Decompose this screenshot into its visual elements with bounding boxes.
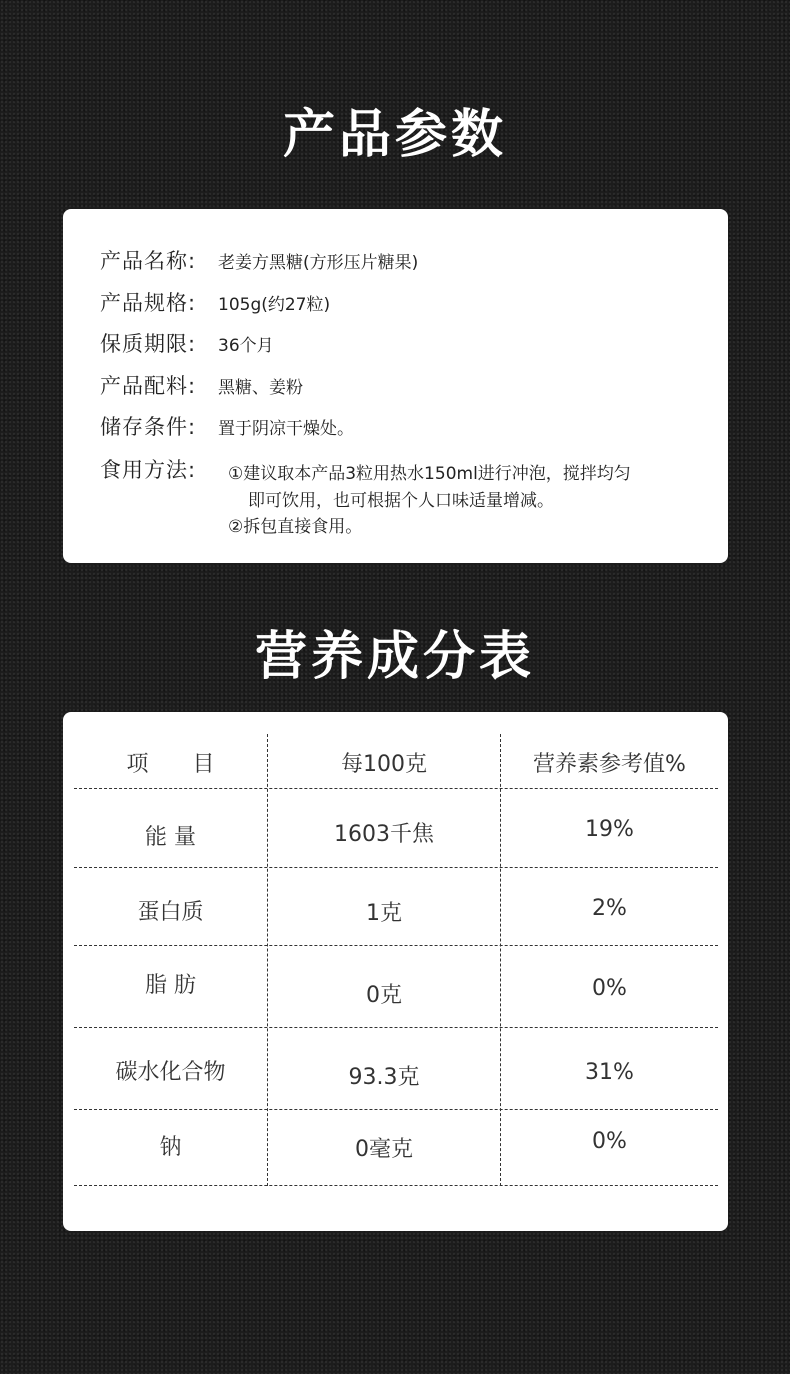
table-row-item: 碳水化合物 <box>115 1060 226 1085</box>
table-row-amount: 93.3克 <box>348 1065 420 1090</box>
usage-line-2: 即可饮用，也可根据个人口味适量增减。 <box>248 491 554 511</box>
table-row-nrv: 19% <box>585 817 634 842</box>
table-row-nrv: 2% <box>592 896 627 921</box>
param-label: 产品规格: <box>100 291 197 315</box>
table-row-item: 蛋白质 <box>137 900 204 925</box>
table-row-item: 脂 肪 <box>145 973 196 998</box>
params-section-title: 产品参数 <box>282 105 507 165</box>
param-row-spec <box>100 287 330 317</box>
header-item: 项 目 <box>126 752 215 777</box>
param-label: 储存条件: <box>100 415 197 439</box>
row-divider <box>74 1185 718 1186</box>
header-nrv: 营养素参考值% <box>533 752 686 777</box>
table-row-amount: 0克 <box>366 983 402 1008</box>
param-value: 36个月 <box>218 336 274 356</box>
param-row-name <box>100 245 418 275</box>
param-value: 老姜方黑糖(方形压片糖果) <box>218 253 419 273</box>
nutrition-facts-card <box>63 712 728 1231</box>
table-row-nrv: 31% <box>585 1060 634 1085</box>
table-row-nrv: 0% <box>592 1129 627 1154</box>
table-row-nrv: 0% <box>592 976 627 1001</box>
param-row-usage <box>100 454 218 484</box>
row-divider <box>74 867 718 868</box>
row-divider <box>74 945 718 946</box>
header-per-100g: 每100克 <box>341 752 427 777</box>
usage-label: 食用方法: <box>100 458 197 482</box>
table-row-amount: 0毫克 <box>355 1137 413 1162</box>
row-divider <box>74 788 718 789</box>
param-row-storage <box>100 411 354 441</box>
param-row-shelf-life <box>100 328 274 358</box>
param-value: 105g(约27粒) <box>218 295 331 315</box>
param-row-ingredients <box>100 370 303 400</box>
param-value: 黑糖、姜粉 <box>218 378 303 398</box>
param-label: 保质期限: <box>100 332 197 356</box>
table-row-item: 钠 <box>159 1135 182 1160</box>
column-divider <box>500 734 501 1186</box>
column-divider <box>267 734 268 1186</box>
table-row-item: 能 量 <box>145 825 196 850</box>
product-params-card <box>63 209 728 563</box>
row-divider <box>74 1027 718 1028</box>
usage-line-1: ①建议取本产品3粒用热水150ml进行冲泡，搅拌均匀 <box>228 464 631 484</box>
param-label: 产品配料: <box>100 374 197 398</box>
param-value: 置于阴凉干燥处。 <box>218 419 354 439</box>
table-row-amount: 1克 <box>366 901 402 926</box>
param-label: 产品名称: <box>100 249 197 273</box>
nutrition-section-title: 营养成分表 <box>254 627 535 687</box>
table-row-amount: 1603千焦 <box>334 822 434 847</box>
usage-line-3: ②拆包直接食用。 <box>228 517 363 537</box>
row-divider <box>74 1109 718 1110</box>
